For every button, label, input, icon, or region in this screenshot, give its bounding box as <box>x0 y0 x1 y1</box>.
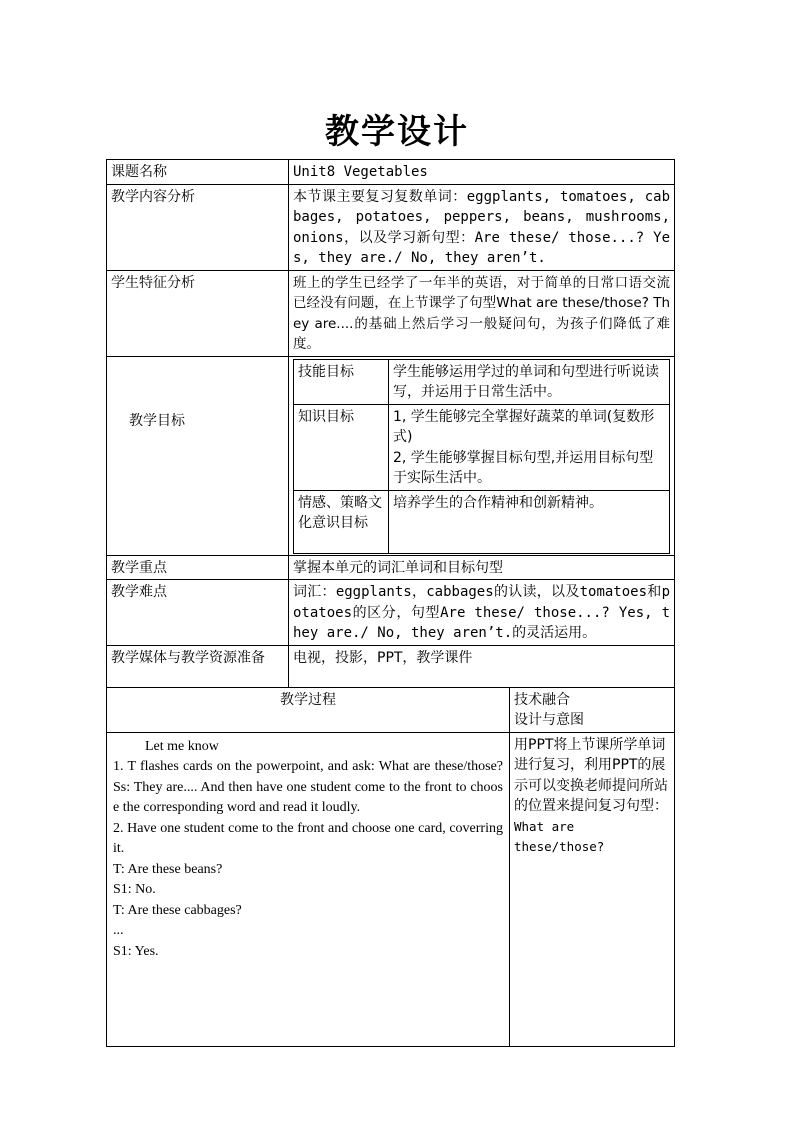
media-label: 教学媒体与教学资源准备 <box>107 645 289 687</box>
student-analysis-value: 班上的学生已经学了一年半的英语，对于简单的日常口语交流已经没有问题，在上节课学了句型What are these/those? They are....的基础上然后学习一般疑问句，为孩子们降低了难度。 <box>289 270 675 356</box>
difficulty-value: 词汇：eggplants，cabbages的认读，以及tomatoes和potatoes的区分，句型Are these/ those...? Yes, they are./ No, they aren’t.的灵活运用。 <box>289 580 675 646</box>
tech-code-line-1: What are <box>514 818 575 834</box>
emotion-goal-value: 培养学生的合作精神和创新精神。 <box>389 490 670 553</box>
process-line: 1. T flashes cards on the powerpoint, and ask: What are these/those? Ss: They are.... And then have one student come to the front to choose the corresponding word and read it loudly. <box>113 759 503 815</box>
process-line: 2. Have one student come to the front and choose one card, coverring it. <box>113 820 503 856</box>
process-line: T: Are these beans? <box>113 861 223 877</box>
page-title: 教学设计 <box>325 112 469 152</box>
process-line: Let me know <box>145 738 219 754</box>
student-analysis-label: 学生特征分析 <box>107 270 289 356</box>
process-body <box>107 732 510 1046</box>
tech-text: 用PPT将上节课所学单词进行复习，利用PPT的展示可以变换老师提问所站的位置来提问复习句型： <box>514 736 668 814</box>
knowledge-goal-line-2: 2, 学生能够掌握目标句型,并运用目标句型于实际生活中。 <box>393 449 654 486</box>
topic-value: Unit8 Vegetables <box>289 160 675 185</box>
media-value: 电视，投影，PPT，教学课件 <box>289 645 675 687</box>
process-line: ... <box>113 923 124 938</box>
objectives-label: 教学目标 <box>107 356 289 555</box>
key-point-value: 掌握本单元的词汇单词和目标句型 <box>289 555 675 580</box>
tech-header <box>510 687 675 732</box>
topic-label: 课题名称 <box>107 160 289 185</box>
tech-header-line-2: 设计与意图 <box>514 712 584 728</box>
emotion-goal-label: 情感、策略文化意识目标 <box>294 490 389 553</box>
key-point-label: 教学重点 <box>107 555 289 580</box>
knowledge-goal-line-1: 1, 学生能够完全掌握好蔬菜的单词(复数形式) <box>393 408 655 445</box>
content-analysis-value: 本节课主要复习复数单词：eggplants, tomatoes, cabbages, potatoes, peppers, beans, mushrooms, onions，以及学习新句型：Are these/ those...? Yes, they are./ No, they aren’t. <box>289 184 675 270</box>
process-line: S1: Yes. <box>113 943 159 959</box>
skill-goal-value: 学生能够运用学过的单词和句型进行听说读写，并运用于日常生活中。 <box>389 359 670 404</box>
difficulty-label: 教学难点 <box>107 580 289 646</box>
tech-body <box>510 732 675 1046</box>
process-line: T: Are these cabbages? <box>113 902 242 918</box>
objectives-subtable <box>289 356 675 555</box>
tech-code-line-2: these/those? <box>514 839 605 854</box>
content-analysis-label: 教学内容分析 <box>107 184 289 270</box>
knowledge-goal-label: 知识目标 <box>294 404 389 490</box>
tech-header-line-1: 技术融合 <box>514 691 570 708</box>
process-line: S1: No. <box>113 882 156 897</box>
lesson-design-table <box>106 159 675 1047</box>
knowledge-goal-value <box>389 404 670 490</box>
process-header: 教学过程 <box>107 687 510 732</box>
skill-goal-label: 技能目标 <box>294 359 389 404</box>
